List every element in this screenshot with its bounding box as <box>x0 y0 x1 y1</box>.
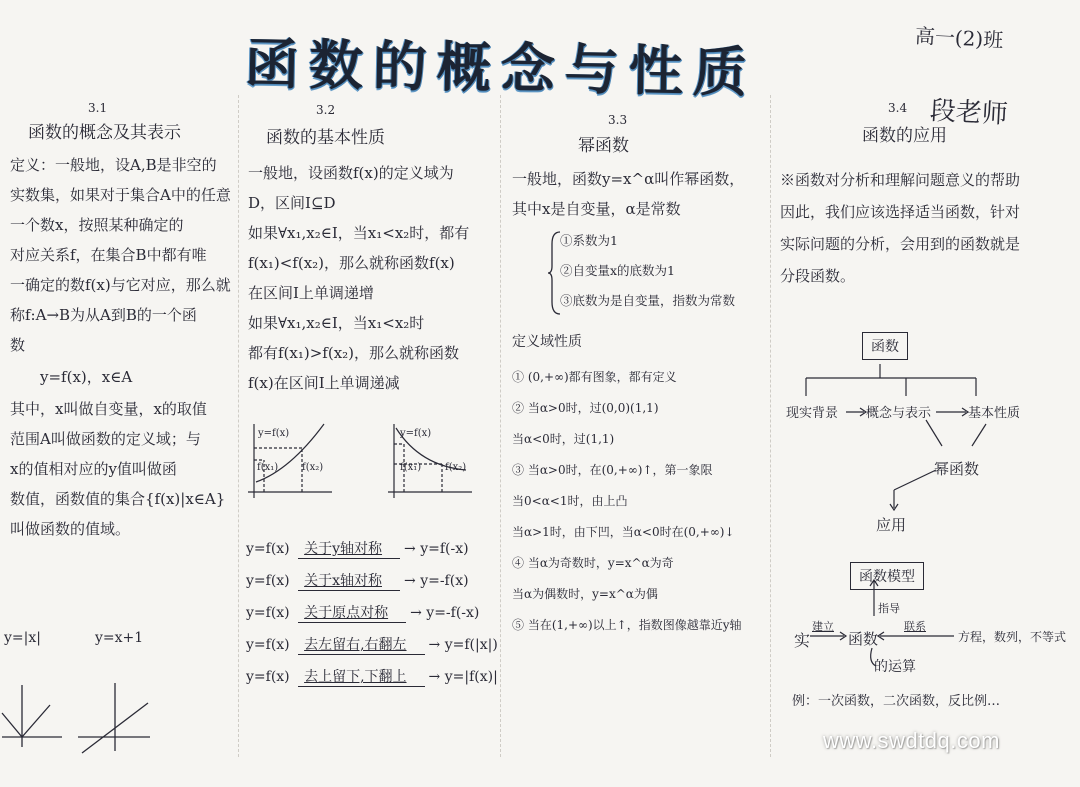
transform-from: y=f(x) <box>246 669 290 685</box>
text-line: 定义：一般地，设A,B是非空的 <box>10 156 217 174</box>
text-line: 范围A叫做函数的定义域；与 <box>10 430 201 448</box>
property-line: 当α<0时，过(1,1) <box>512 432 615 446</box>
graph-label: y=f(x) <box>400 428 432 439</box>
formula-line: y=f(x)，x∈A <box>40 368 133 386</box>
poster-title: 函数的概念与性质 <box>244 31 758 105</box>
transform-to: y=-f(-x) <box>426 605 480 621</box>
flow-node-real: 实 <box>794 631 811 650</box>
flow-box-function: 函数 <box>862 332 908 360</box>
text-line: 在区间I上单调递增 <box>248 284 374 302</box>
transform-rule: y=f(x) 关于x轴对称 → y=-f(x) <box>246 570 469 591</box>
text-line: 一般地，设函数f(x)的定义域为 <box>248 164 454 182</box>
transform-op: 关于x轴对称 <box>298 570 400 591</box>
flow-label-build: 建立 <box>812 620 834 633</box>
watermark: www.swdtdq.com <box>823 728 1000 753</box>
flow-node-ops: 的运算 <box>874 659 916 675</box>
example-graphs <box>0 675 230 765</box>
text-line: 叫做函数的值域。 <box>10 520 131 538</box>
text-line: ※函数对分析和理解问题意义的帮助 <box>780 171 1021 189</box>
definition-text <box>10 150 235 544</box>
transform-op: 去左留右,右翻左 <box>298 634 424 655</box>
property-line: 当α为偶数时，y=x^α为偶 <box>512 587 658 601</box>
text-line: 都有f(x₁)>f(x₂)，那么就称函数 <box>248 344 460 362</box>
section-3-3 <box>512 112 767 641</box>
fold-line <box>770 95 771 757</box>
property-line: ③ 当α>0时，在(0,+∞)↑，第一象限 <box>512 463 713 477</box>
section-number: 3.2 <box>316 103 336 117</box>
flow-node-properties: 基本性质 <box>968 406 1021 421</box>
section-3-4 <box>780 100 1075 292</box>
examples-line: 例：一次函数，二次函数，反比例… <box>792 694 1001 709</box>
transform-to: y=|f(x)| <box>444 669 498 685</box>
graph-label: f(x₂) <box>302 462 324 473</box>
text-line: 一个数x，按照某种确定的 <box>10 216 184 234</box>
section-number: 3.4 <box>888 101 908 115</box>
condition-item: ①系数为1 <box>560 233 618 248</box>
flow-node-concept: 概念与表示 <box>866 406 932 421</box>
transform-to: y=f(-x) <box>420 541 469 557</box>
text-line: D，区间I⊆D <box>248 194 336 212</box>
transform-rule: y=f(x) 关于原点对称 → y=-f(-x) <box>246 602 479 623</box>
transform-to: y=f(|x|) <box>444 637 498 653</box>
transform-rule: y=f(x) 去左留右,右翻左 → y=f(|x|) <box>246 634 498 655</box>
fold-line <box>238 95 239 757</box>
property-line: ② 当α>0时，过(0,0)(1,1) <box>512 401 659 415</box>
transform-from: y=f(x) <box>246 637 290 653</box>
section-number: 3.1 <box>88 101 108 115</box>
condition-item: ③底数为是自变量，指数为常数 <box>560 293 736 308</box>
text-line: x的值相对应的y值叫做函 <box>10 460 177 478</box>
flow-box-model: 函数模型 <box>850 562 924 590</box>
flow-node-fn: 函数 <box>848 630 879 648</box>
property-line: 当0<α<1时，由上凸 <box>512 494 628 508</box>
teacher-label: 段老师 <box>929 95 1009 131</box>
flow-node-power: 幂函数 <box>934 460 980 478</box>
increasing-graph <box>240 420 340 505</box>
text-line: 称f:A→B为从A到B的一个函 <box>10 306 197 324</box>
text-line: 如果∀x₁,x₂∈I，当x₁<x₂时 <box>248 314 425 332</box>
section-3-1 <box>10 100 235 544</box>
transform-from: y=f(x) <box>246 573 290 589</box>
property-line: ① (0,+∞)都有图象，都有定义 <box>512 370 677 384</box>
example-abs-label: y=|x| <box>4 630 41 646</box>
section-heading: 幂函数 <box>578 136 629 156</box>
transform-op: 关于y轴对称 <box>298 538 400 559</box>
abs-curve <box>2 705 50 737</box>
graph-label: y=f(x) <box>258 428 290 439</box>
text-line: 其中x是自变量，α是常数 <box>512 200 681 218</box>
text-line: 一般地，函数y=x^α叫作幂函数， <box>512 170 745 188</box>
graph-label: f(x₂) <box>445 462 467 473</box>
text-line: 数值，函数值的集合{f(x)|x∈A} <box>10 490 226 508</box>
flowchart-lines <box>776 350 1016 680</box>
flow-label-guide: 指导 <box>878 602 900 615</box>
property-line: ⑤ 当在(1,+∞)以上↑，指数图像越靠近y轴 <box>512 618 742 632</box>
text-line: 如果∀x₁,x₂∈I，当x₁<x₂时，都有 <box>248 224 470 242</box>
class-label: 高一(2)班 <box>914 23 1004 53</box>
text-line: 一确定的数f(x)与它对应，那么就 <box>10 276 231 294</box>
fold-line <box>500 95 501 757</box>
transform-op: 关于原点对称 <box>298 602 406 623</box>
section-3-2 <box>248 102 498 398</box>
text-line: f(x₁)<f(x₂)，那么就称函数f(x) <box>248 254 455 272</box>
text-line: f(x)在区间I上单调递减 <box>248 374 400 392</box>
text-line: 因此，我们应该选择适当函数，针对 <box>780 203 1021 221</box>
props-heading: 定义域性质 <box>512 334 582 350</box>
text-line: 数 <box>10 336 26 354</box>
transform-from: y=f(x) <box>246 605 290 621</box>
section-number: 3.3 <box>608 113 628 127</box>
power-conditions <box>512 226 767 316</box>
flow-node-apply: 应用 <box>876 516 907 534</box>
transform-from: y=f(x) <box>246 541 290 557</box>
section-heading: 函数的应用 <box>862 126 947 146</box>
section-heading: 函数的基本性质 <box>266 128 385 148</box>
text-line: 实数集，如果对于集合A中的任意 <box>10 186 231 204</box>
flow-label-connect: 联系 <box>904 620 926 633</box>
text-line: 对应关系f，在集合B中都有唯 <box>10 246 207 264</box>
transform-rule: y=f(x) 关于y轴对称 → y=f(-x) <box>246 538 469 559</box>
text-line: 分段函数。 <box>780 267 856 285</box>
flow-node-side: 方程，数列，不等式 <box>958 630 1067 644</box>
transform-to: y=-f(x) <box>420 573 469 589</box>
graph-label: f(x₁) <box>400 462 422 473</box>
transform-rule: y=f(x) 去上留下,下翻上 → y=|f(x)| <box>246 666 498 687</box>
text-line: 实际问题的分析，会用到的函数就是 <box>780 235 1021 253</box>
brace <box>548 230 562 316</box>
flow-node-background: 现实背景 <box>786 406 839 421</box>
text-line: 其中，x叫做自变量，x的取值 <box>10 400 207 418</box>
graph-label: f(x₁) <box>257 462 279 473</box>
transform-op: 去上留下,下翻上 <box>298 666 424 687</box>
example-linear-label: y=x+1 <box>95 630 144 646</box>
section-heading: 函数的概念及其表示 <box>28 123 181 143</box>
property-line: 当α>1时，由下凹，当α<0时在(0,+∞)↓ <box>512 525 735 539</box>
property-line: ④ 当α为奇数时，y=x^α为奇 <box>512 556 674 570</box>
condition-item: ②自变量x的底数为1 <box>560 263 676 278</box>
